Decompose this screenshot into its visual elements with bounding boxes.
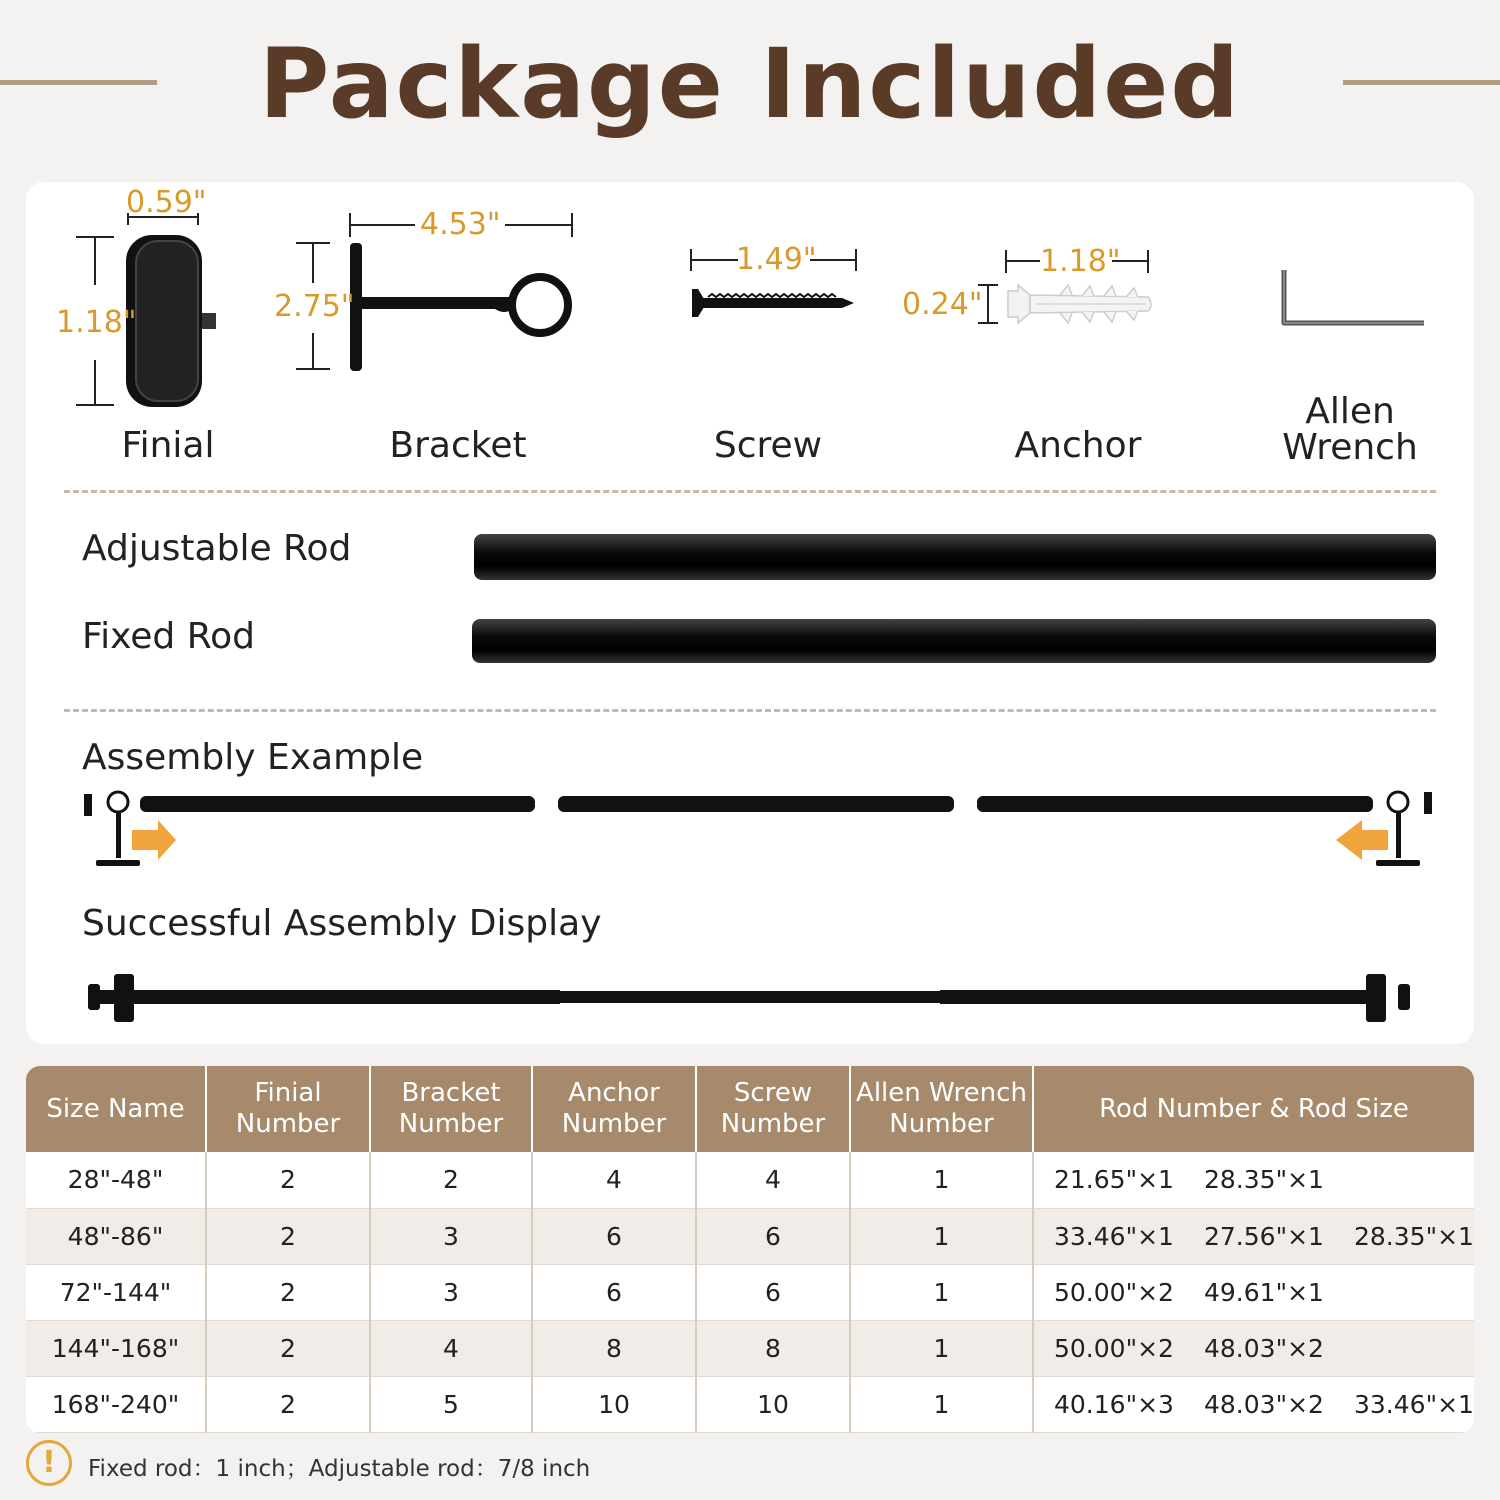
- size-cell: 168"-240": [26, 1376, 206, 1432]
- finial-cell: 2: [206, 1152, 370, 1208]
- screw-cell: 8: [696, 1320, 850, 1376]
- rod-size: 27.56"×1: [1204, 1221, 1324, 1251]
- bracket-cell: 4: [370, 1320, 532, 1376]
- table-row: [26, 1264, 1474, 1320]
- wrench-cell: 1: [850, 1152, 1033, 1208]
- anchor-cell: 10: [532, 1376, 696, 1432]
- size-cell: 28"-48": [26, 1152, 206, 1208]
- rod-size: 28.35"×1: [1354, 1221, 1474, 1251]
- rod-cell: [1033, 1320, 1474, 1376]
- adjustable-rod-illustration: [474, 534, 1436, 580]
- anchor-length-dim: 1.18": [1040, 244, 1121, 279]
- section-divider: [64, 490, 1436, 493]
- rod-cell: [1033, 1208, 1474, 1264]
- assembly-example-label: Assembly Example: [82, 737, 424, 778]
- allen-wrench-illustration: [1274, 265, 1434, 335]
- wrench-cell: 1: [850, 1264, 1033, 1320]
- table-header: Bracket Number: [370, 1066, 532, 1152]
- finial-width-dim: 0.59": [126, 185, 207, 220]
- bracket-width-dim: 4.53": [420, 207, 501, 242]
- rod-size: 40.16"×3: [1054, 1389, 1174, 1419]
- rod-cell: [1033, 1376, 1474, 1432]
- successful-assembly-illustration: [80, 968, 1420, 1028]
- anchor-cell: 4: [532, 1152, 696, 1208]
- table-row: [26, 1152, 1474, 1208]
- table-header: Finial Number: [206, 1066, 370, 1152]
- rod-size: 50.00"×2: [1054, 1277, 1174, 1307]
- table-header: Allen Wrench Number: [850, 1066, 1033, 1152]
- warning-icon: !: [26, 1440, 72, 1486]
- finial-label: Finial: [121, 425, 215, 466]
- bracket-height-dim: 2.75": [274, 289, 355, 324]
- allen-wrench-label: Allen Wrench: [1282, 391, 1418, 468]
- rod-size: 21.65"×1: [1054, 1165, 1174, 1195]
- wrench-cell: 1: [850, 1208, 1033, 1264]
- bracket-cell: 3: [370, 1264, 532, 1320]
- bracket-cell: 2: [370, 1152, 532, 1208]
- rod-size: 50.00"×2: [1054, 1333, 1174, 1363]
- anchor-cell: 8: [532, 1320, 696, 1376]
- size-cell: 144"-168": [26, 1320, 206, 1376]
- fixed-rod-illustration: [472, 619, 1436, 663]
- table-header: Screw Number: [696, 1066, 850, 1152]
- wrench-cell: 1: [850, 1320, 1033, 1376]
- size-cell: 72"-144": [26, 1264, 206, 1320]
- rod-size: 33.46"×1: [1354, 1389, 1474, 1419]
- assembly-example-illustration: [80, 786, 1440, 876]
- rod-size: 33.46"×1: [1054, 1221, 1174, 1251]
- rod-diameter-note: Fixed rod：1 inch；Adjustable rod：7/8 inch: [88, 1456, 591, 1482]
- size-cell: 48"-86": [26, 1208, 206, 1264]
- page-title: Package Included: [258, 28, 1242, 140]
- anchor-cell: 6: [532, 1264, 696, 1320]
- anchor-cell: 6: [532, 1208, 696, 1264]
- screw-length-dim: 1.49": [736, 242, 817, 277]
- table-row: [26, 1376, 1474, 1432]
- anchor-label: Anchor: [1014, 425, 1142, 466]
- table-header: Size Name: [26, 1066, 206, 1152]
- rod-cell: [1033, 1152, 1474, 1208]
- spec-table: [26, 1066, 1474, 1433]
- screw-cell: 6: [696, 1208, 850, 1264]
- wrench-cell: 1: [850, 1376, 1033, 1432]
- fixed-rod-label: Fixed Rod: [82, 616, 256, 657]
- rod-size: 48.03"×2: [1204, 1389, 1324, 1419]
- table-header: Anchor Number: [532, 1066, 696, 1152]
- screw-label: Screw: [713, 425, 823, 466]
- rod-size: 49.61"×1: [1204, 1277, 1324, 1307]
- section-divider: [64, 709, 1436, 712]
- finial-height-dim: 1.18": [56, 305, 137, 340]
- bracket-label: Bracket: [389, 425, 527, 466]
- table-row: [26, 1320, 1474, 1376]
- rod-size: 48.03"×2: [1204, 1333, 1324, 1363]
- bracket-cell: 3: [370, 1208, 532, 1264]
- finial-cell: 2: [206, 1208, 370, 1264]
- table-row: [26, 1208, 1474, 1264]
- screw-cell: 6: [696, 1264, 850, 1320]
- table-header: Rod Number & Rod Size: [1033, 1066, 1474, 1152]
- screw-cell: 4: [696, 1152, 850, 1208]
- screw-cell: 10: [696, 1376, 850, 1432]
- finial-cell: 2: [206, 1264, 370, 1320]
- finial-cell: 2: [206, 1320, 370, 1376]
- finial-cell: 2: [206, 1376, 370, 1432]
- successful-assembly-label: Successful Assembly Display: [82, 903, 602, 944]
- rod-size: 28.35"×1: [1204, 1165, 1324, 1195]
- rod-cell: [1033, 1264, 1474, 1320]
- adjustable-rod-label: Adjustable Rod: [82, 528, 352, 569]
- anchor-diameter-dim: 0.24": [902, 287, 983, 322]
- bracket-cell: 5: [370, 1376, 532, 1432]
